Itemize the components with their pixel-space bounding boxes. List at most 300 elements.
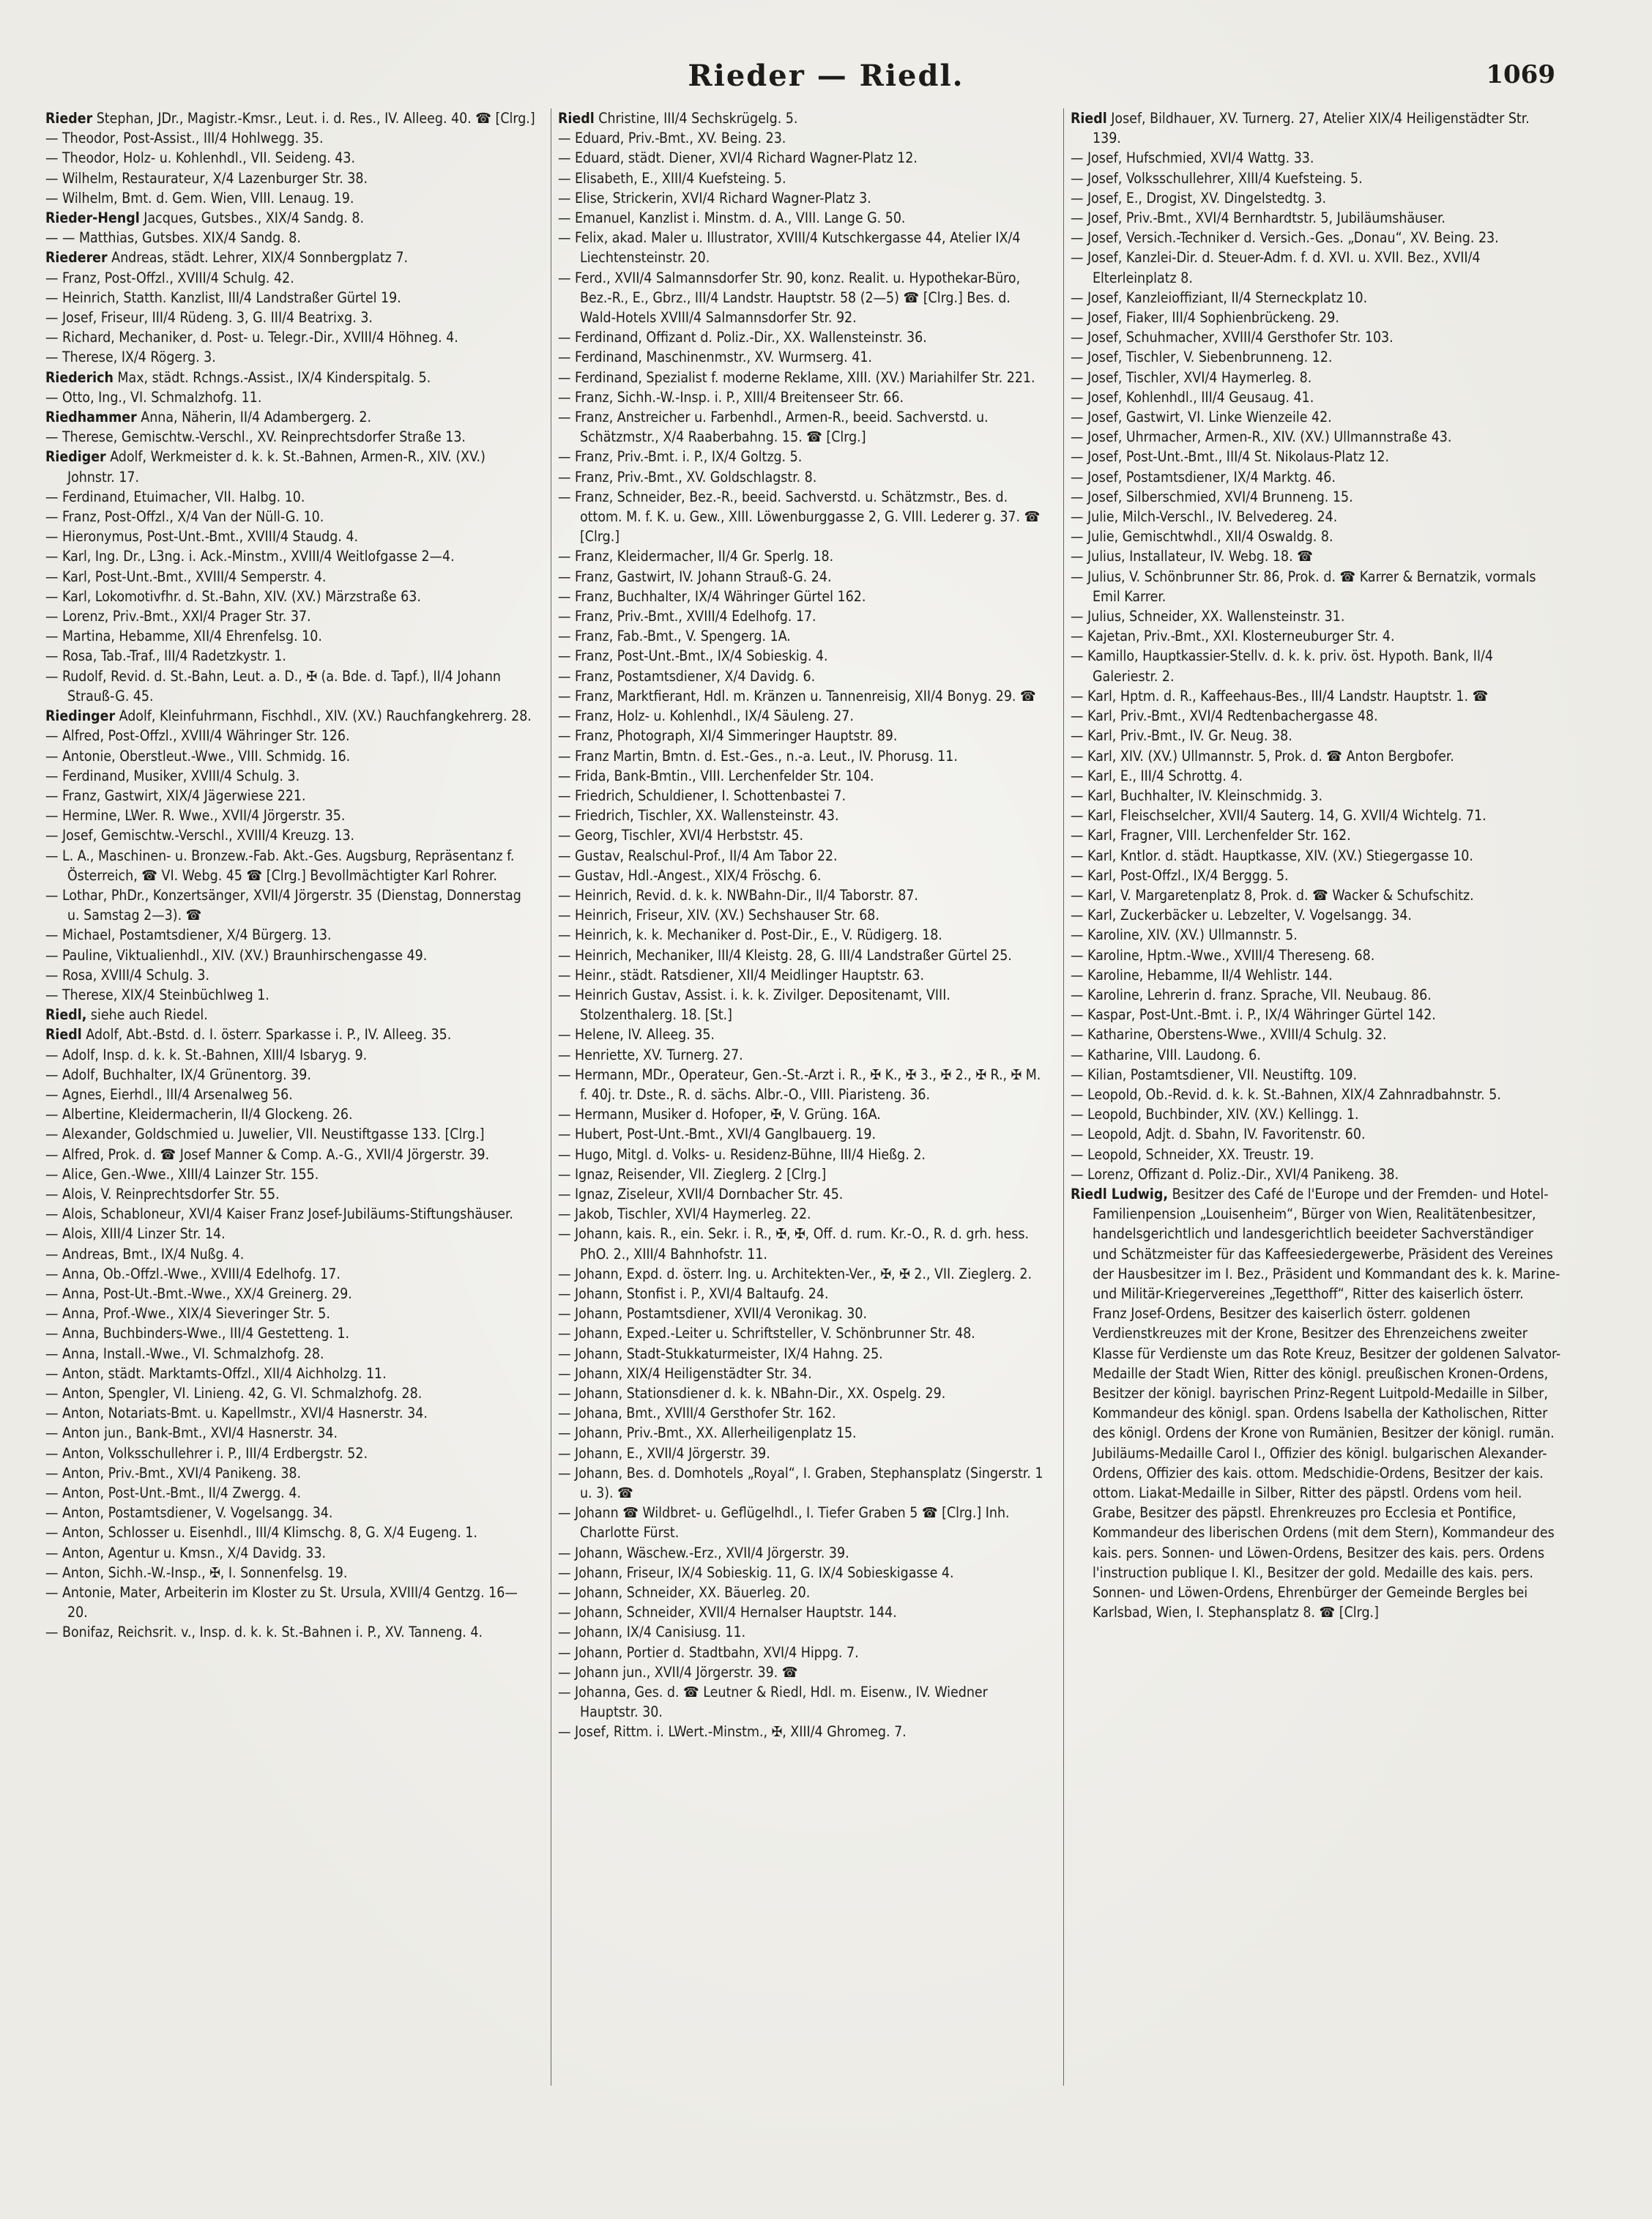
directory-entry <box>45 1104 536 1124</box>
directory-entry <box>45 1025 536 1044</box>
entry-text: Anton, Post-Unt.-Bmt., II/4 Zwergg. 4. <box>62 1484 302 1502</box>
directory-entry <box>558 985 1049 1025</box>
directory-entry <box>45 806 536 825</box>
entry-text: Gustav, Hdl.-Angest., XIX/4 Fröschg. 6. <box>575 866 822 884</box>
directory-entry <box>45 1583 536 1622</box>
entry-text: Josef, Priv.-Bmt., XVI/4 Bernhardtstr. 5, Jubiläumshäuser. <box>1087 209 1446 227</box>
entry-text: Albertine, Kleidermacherin, II/4 Glockeng. 26. <box>62 1106 353 1123</box>
entry-text: Johann, Stadt-Stukkaturmeister, IX/4 Hahng. 25. <box>575 1345 883 1362</box>
entry-text: Hieronymus, Post-Unt.-Bmt., XVIII/4 Staudg. 4. <box>62 528 359 546</box>
entry-text: Karl, Priv.-Bmt., XVI/4 Redtenbachergasse 48. <box>1087 707 1378 725</box>
surname-heading: Riedl <box>45 1026 82 1044</box>
directory-entry <box>558 606 1049 626</box>
directory-entry <box>45 567 536 587</box>
directory-entry <box>45 1164 536 1184</box>
directory-entry <box>1071 507 1561 527</box>
column-right <box>1071 108 1561 2086</box>
directory-entry <box>45 387 536 407</box>
entry-text: Heinrich Gustav, Assist. i. k. k. Zivilger. Depositenamt, VIII. Stolzenthalerg. 18. [St.] <box>575 986 950 1024</box>
entry-text: Bonifaz, Reichsrit. v., Insp. d. k. k. St.-Bahnen i. P., XV. Tanneng. 4. <box>62 1624 483 1641</box>
entry-text: Besitzer des Café de l'Europe und der Fremden- und Hotel-Familienpension „Louisenheim“, Bürger von Wien, Realitätenbesitzer, handelsgerichtlich und landesgerichtlich beeideter Sachverständiger und Schätzmeister für das Kaffeesiedergewerbe, Präsident des Vereines der Hausbesitzer im I. Bez., Präsident und Kommandant des k. k. Marine- und Militär-Kriegervereines „Tegetthoff“, Ritter des kaiserlich österr. Franz Josef-Ordens, Besitzer des kaiserlich österr. goldenen Verdienstkreuzes mit der Krone, Besitzer des Ehrenzeichens zweiter Klasse für Verdienste um das Rote Kreuz, Besitzer der goldenen Salvator-Medaille der Stadt Wien, Ritter des königl. preußischen Kronen-Ordens, Besitzer der königl. bayrischen Prinz-Regent Luitpold-Medaille in Silber, Kommandeur des königl. span. Ordens Isabella der Katholischen, Ritter des königl. Ordens der Krone von Rumänien, Besitzer der königl. rumän. Jubiläums-Medaille Carol I., Offizier des königl. bulgarischen Alexander-Ordens, Offizier des kais. ottom. Medschidie-Ordens, Besitzer der kais. ottom. Liakat-Medaille in Silber, Ritter des päpstl. Ordens vom heil. Grabe, Besitzer des päpstl. Ehrenkreuzes pro Ecclesia et Pontifice, Kommandeur des liberischen Ordens (mit dem Stern), Kommandeur des kais. pers. Sonnen- und Löwen-Ordens, Besitzer des kais. pers. Ordens l'instruction publique I. Kl., Besitzer der gold. Medaille des kais. pers. Sonnen- und Löwen-Ordens, Ehrenbürger der Gemeinde Bergles bei Karlsbad, Wien, I. Stephansplatz 8. ☎ [Clrg.] <box>1093 1185 1561 1621</box>
directory-entry <box>558 1025 1049 1044</box>
directory-entry <box>1071 546 1561 566</box>
entry-text: Anton, Notariats-Bmt. u. Kapellmstr., XVI/4 Hasnerstr. 34. <box>62 1405 428 1422</box>
directory-entry <box>1071 606 1561 626</box>
entry-text: Lorenz, Offizant d. Poliz.-Dir., XVI/4 Panikeng. 38. <box>1087 1165 1399 1183</box>
directory-entry <box>558 945 1049 965</box>
surname-heading: Riedl, <box>45 1006 87 1024</box>
entry-text: Franz, Priv.-Bmt., XV. Goldschlagstr. 8. <box>575 468 817 486</box>
directory-entry <box>558 1682 1049 1722</box>
entry-text: Therese, IX/4 Rögerg. 3. <box>62 349 216 366</box>
directory-entry <box>558 925 1049 945</box>
surname-heading: Rieder-Hengl <box>45 209 140 227</box>
directory-entry <box>1071 467 1561 487</box>
entry-text: Johann ☎ Wildbret- u. Geflügelhdl., I. Tiefer Graben 5 ☎ [Clrg.] Inh. Charlotte Fürst. <box>575 1504 1010 1542</box>
entry-text: Johana, Bmt., XVIII/4 Gersthofer Str. 162. <box>575 1405 836 1422</box>
entry-text: Heinr., städt. Ratsdiener, XII/4 Meidlinger Hauptstr. 63. <box>575 966 925 984</box>
entry-text: Franz, Photograph, XI/4 Simmeringer Hauptstr. 89. <box>575 727 898 745</box>
directory-entry <box>558 786 1049 806</box>
directory-entry <box>1071 1005 1561 1025</box>
directory-entry <box>558 1722 1049 1742</box>
entry-text: Alois, XIII/4 Linzer Str. 14. <box>62 1225 226 1243</box>
directory-entry <box>558 268 1049 328</box>
directory-entry <box>45 1124 536 1144</box>
directory-entry <box>1071 825 1561 845</box>
directory-entry <box>45 945 536 965</box>
directory-entry <box>1071 1164 1561 1184</box>
directory-entry <box>1071 846 1561 866</box>
directory-entry <box>1071 1104 1561 1124</box>
directory-entry <box>1071 866 1561 885</box>
entry-text: Hubert, Post-Unt.-Bmt., XVI/4 Ganglbauerg. 19. <box>575 1126 877 1143</box>
entry-text: Jakob, Tischler, XVI/4 Haymerleg. 22. <box>575 1205 811 1223</box>
entry-text: Johann, Schneider, XX. Bäuerleg. 20. <box>575 1584 811 1602</box>
directory-entry <box>1071 746 1561 766</box>
directory-entry <box>558 1383 1049 1403</box>
directory-entry <box>45 128 536 148</box>
directory-entry <box>45 1244 536 1264</box>
directory-entry <box>45 1184 536 1204</box>
page-header <box>0 59 1652 103</box>
directory-entry <box>1071 885 1561 905</box>
directory-entry <box>558 1662 1049 1682</box>
directory-entry <box>1071 407 1561 427</box>
entry-text: — Matthias, Gutsbes. XIX/4 Sandg. 8. <box>62 229 301 247</box>
directory-entry <box>1071 248 1561 287</box>
entry-text: Johann, Postamtsdiener, XVII/4 Veronikag. 30. <box>575 1305 867 1323</box>
entry-text: Adolf, Buchhalter, IX/4 Grünentorg. 39. <box>62 1066 311 1083</box>
entry-text: Josef, E., Drogist, XV. Dingelstedtg. 3. <box>1087 189 1327 207</box>
entry-text: Karl, V. Margaretenplatz 8, Prok. d. ☎ Wacker & Schufschitz. <box>1087 886 1474 904</box>
directory-entry <box>558 626 1049 646</box>
directory-entry <box>45 248 536 267</box>
entry-text: Ferd., XVII/4 Salmannsdorfer Str. 90, konz. Realit. u. Hypothekar-Büro, Bez.-R., E., Gbrz., III/4 Landstr. Hauptstr. 58 (2—5) ☎ [Clrg.] Bes. d. Wald-Hotels XVIII/4 Salmannsdorfer Str. 92. <box>575 269 1021 327</box>
entry-text: Josef, Rittm. i. LWert.-Minstm., ✠, XIII/4 Ghromeg. 7. <box>575 1723 907 1741</box>
entry-text: Franz, Buchhalter, IX/4 Währinger Gürtel 162. <box>575 587 866 605</box>
directory-entry <box>558 1124 1049 1144</box>
entry-text: Franz, Post-Unt.-Bmt., IX/4 Sobieskig. 4. <box>575 647 828 665</box>
entry-text: Alfred, Prok. d. ☎ Josef Manner & Comp. A.-G., XVII/4 Jörgerstr. 39. <box>62 1145 490 1163</box>
entry-text: Franz, Marktfierant, Hdl. m. Kränzen u. Tannenreisig, XII/4 Bonyg. 29. ☎ <box>575 687 1036 705</box>
directory-entry <box>45 546 536 566</box>
directory-entry <box>558 706 1049 726</box>
directory-entry <box>558 347 1049 367</box>
entry-text: Adolf, Insp. d. k. k. St.-Bahnen, XIII/4 Isbaryg. 9. <box>62 1046 368 1063</box>
entry-text: Julie, Gemischtwhdl., XII/4 Oswaldg. 8. <box>1087 528 1333 546</box>
entry-text: Theodor, Post-Assist., III/4 Hohlwegg. 35. <box>62 130 324 147</box>
entry-text: Ferdinand, Maschinenmstr., XV. Wurmserg. 41. <box>575 349 872 366</box>
entry-text: Wilhelm, Restaurateur, X/4 Lazenburger Str. 38. <box>62 169 368 187</box>
entry-text: Josef, Volksschullehrer, XIII/4 Kuefsteing. 5. <box>1087 169 1363 187</box>
directory-entry <box>558 1543 1049 1563</box>
entry-text: Karl, Ing. Dr., L3ng. i. Ack.-Minstm., XVIII/4 Weitlofgasse 2—4. <box>62 548 455 565</box>
directory-entry <box>1071 188 1561 208</box>
directory-entry <box>45 1204 536 1224</box>
directory-entry <box>45 327 536 347</box>
directory-entry <box>45 646 536 666</box>
entry-text: Julius, Schneider, XX. Wallensteinstr. 31. <box>1087 608 1345 625</box>
directory-entry <box>558 128 1049 148</box>
entry-text: Anna, Ob.-Offzl.-Wwe., XVIII/4 Edelhofg. 17. <box>62 1265 341 1282</box>
entry-text: Johann, Stationsdiener d. k. k. NBahn-Dir., XX. Ospelg. 29. <box>575 1385 946 1402</box>
directory-entry <box>558 1323 1049 1343</box>
entry-text: Josef, Schuhmacher, XVIII/4 Gersthofer Str. 103. <box>1087 329 1394 346</box>
directory-entry <box>558 885 1049 905</box>
directory-entry <box>1071 567 1561 606</box>
entry-text: Karl, XIV. (XV.) Ullmannstr. 5, Prok. d. ☎ Anton Bergbofer. <box>1087 747 1454 765</box>
entry-text: Heinrich, Revid. d. k. k. NWBahn-Dir., II/4 Taborstr. 87. <box>575 886 918 904</box>
directory-entry <box>1071 706 1561 726</box>
entry-text: Gustav, Realschul-Prof., II/4 Am Tabor 22. <box>575 847 838 864</box>
entry-text: Rosa, XVIII/4 Schulg. 3. <box>62 966 210 984</box>
directory-entry <box>1071 1085 1561 1104</box>
entry-text: Helene, IV. Alleeg. 35. <box>575 1026 715 1044</box>
entry-text: Josef, Post-Unt.-Bmt., III/4 St. Nikolaus-Platz 12. <box>1087 448 1390 466</box>
entry-text: Josef, Fiaker, III/4 Sophienbrückeng. 29. <box>1087 309 1339 327</box>
directory-entry <box>45 507 536 527</box>
entry-text: Josef, Postamtsdiener, IX/4 Marktg. 46. <box>1087 468 1336 486</box>
entry-text: Ferdinand, Spezialist f. moderne Reklame, XIII. (XV.) Mariahilfer Str. 221. <box>575 368 1035 386</box>
directory-entry <box>558 1104 1049 1124</box>
directory-entry <box>1071 228 1561 248</box>
directory-entry <box>1071 148 1561 168</box>
directory-entry <box>558 666 1049 686</box>
column-left <box>45 108 536 2086</box>
directory-entry <box>1071 985 1561 1005</box>
directory-entry <box>1071 925 1561 945</box>
entry-text: Johann, XIX/4 Heiligenstädter Str. 34. <box>575 1364 812 1382</box>
entry-text: Pauline, Viktualienhdl., XIV. (XV.) Braunhirschengasse 49. <box>62 946 428 964</box>
entry-text: Lothar, PhDr., Konzertsänger, XVII/4 Jörgerstr. 35 (Dienstag, Donnerstag u. Samstag 2—3). ☎ <box>62 886 521 924</box>
directory-entry <box>45 766 536 786</box>
directory-entry <box>45 1085 536 1104</box>
directory-entry <box>45 1543 536 1563</box>
directory-entry <box>45 447 536 486</box>
directory-entry <box>558 846 1049 866</box>
directory-entry <box>558 407 1049 447</box>
entry-text: Karl, Buchhalter, IV. Kleinschmidg. 3. <box>1087 787 1322 804</box>
entry-text: Emanuel, Kanzlist i. Minstm. d. A., VIII. Lange G. 50. <box>575 209 906 227</box>
directory-entry <box>45 1383 536 1403</box>
entry-text: Anna, Buchbinders-Wwe., III/4 Gestetteng. 1. <box>62 1325 350 1342</box>
directory-entry <box>1071 646 1561 685</box>
entry-text: Leopold, Ob.-Revid. d. k. k. St.-Bahnen, XIX/4 Zahnradbahnstr. 5. <box>1087 1085 1501 1103</box>
directory-entry <box>558 1145 1049 1164</box>
directory-entry <box>45 965 536 985</box>
entry-text: Franz, Kleidermacher, II/4 Gr. Sperlg. 18. <box>575 548 834 565</box>
directory-entry <box>558 1423 1049 1443</box>
entry-text: Josef, Bildhauer, XV. Turnerg. 27, Atelier XIX/4 Heiligenstädter Str. 139. <box>1093 110 1530 147</box>
entry-text: Alfred, Post-Offzl., XVIII/4 Währinger Str. 126. <box>62 727 350 745</box>
directory-entry <box>1071 1065 1561 1085</box>
entry-text: Lorenz, Priv.-Bmt., XXI/4 Prager Str. 37. <box>62 608 311 625</box>
directory-entry <box>558 1583 1049 1602</box>
directory-entry <box>45 1463 536 1483</box>
entry-text: Anton, Agentur u. Kmsn., X/4 Davidg. 33. <box>62 1544 327 1561</box>
directory-entry <box>45 148 536 168</box>
directory-entry <box>558 168 1049 188</box>
directory-entry <box>45 268 536 288</box>
entry-text: Eduard, städt. Diener, XVI/4 Richard Wagner-Platz 12. <box>575 149 918 167</box>
directory-entry <box>558 1184 1049 1204</box>
entry-text: Franz, Holz- u. Kohlenhdl., IX/4 Säuleng. 27. <box>575 707 854 725</box>
directory-entry <box>45 487 536 507</box>
entry-text: Leopold, Adjt. d. Sbahn, IV. Favoritenstr. 60. <box>1087 1126 1366 1143</box>
entry-text: Karl, Lokomotivfhr. d. St.-Bahn, XIV. (XV.) Märzstraße 63. <box>62 587 421 605</box>
entry-text: Felix, akad. Maler u. Illustrator, XVIII/4 Kutschkergasse 44, Atelier IX/4 Liechtensteinstr. 20. <box>575 229 1021 267</box>
directory-entry <box>558 1622 1049 1642</box>
entry-text: Friedrich, Tischler, XX. Wallensteinstr. 43. <box>575 807 839 825</box>
entry-text: Jacques, Gutsbes., XIX/4 Sandg. 8. <box>144 209 365 227</box>
entry-text: L. A., Maschinen- u. Bronzew.-Fab. Akt.-Ges. Augsburg, Repräsentanz f. Österreich, ☎ VI. Webg. 45 ☎ [Clrg.] Bevollmächtigter Karl Rohrer. <box>62 847 515 884</box>
directory-entry <box>558 188 1049 208</box>
entry-text: Johann, E., XVII/4 Jörgerstr. 39. <box>575 1444 770 1462</box>
entry-text: Anna, Näherin, II/4 Adambergerg. 2. <box>141 409 371 426</box>
surname-heading: Riederich <box>45 368 114 386</box>
surname-heading: Riediger <box>45 448 106 466</box>
directory-entry <box>558 825 1049 845</box>
entry-text: Julius, V. Schönbrunner Str. 86, Prok. d. ☎ Karrer & Bernatzik, vormals Emil Karrer. <box>1087 568 1536 605</box>
entry-text: Katharine, Oberstens-Wwe., XVIII/4 Schulg. 32. <box>1087 1026 1387 1044</box>
entry-text: Julie, Milch-Verschl., IV. Belvedereg. 24. <box>1087 508 1338 526</box>
directory-entry <box>1071 427 1561 447</box>
surname-heading: Riedl Ludwig, <box>1071 1185 1169 1203</box>
directory-entry <box>45 666 536 706</box>
entry-text: Karl, E., III/4 Schrottg. 4. <box>1087 767 1243 784</box>
entry-text: Josef, Tischler, V. Siebenbrunneng. 12. <box>1087 349 1333 366</box>
running-title: Rieder — Riedl. <box>688 59 964 93</box>
entry-text: Heinrich, Mechaniker, III/4 Kleistg. 28, G. III/4 Landstraßer Gürtel 25. <box>575 946 1012 964</box>
entry-text: Adolf, Abt.-Bstd. d. I. österr. Sparkasse i. P., IV. Alleeg. 35. <box>86 1026 452 1044</box>
directory-entry <box>45 1523 536 1542</box>
directory-entry <box>1071 387 1561 407</box>
directory-entry <box>45 825 536 845</box>
entry-text: Hugo, Mitgl. d. Volks- u. Residenz-Bühne, III/4 Hießg. 2. <box>575 1145 926 1163</box>
directory-entry <box>45 606 536 626</box>
directory-entry <box>45 706 536 726</box>
entry-text: Ignaz, Reisender, VII. Zieglerg. 2 [Clrg.] <box>575 1165 827 1183</box>
directory-entry <box>558 866 1049 885</box>
directory-entry <box>558 1443 1049 1463</box>
directory-entry <box>558 108 1049 128</box>
directory-entry <box>45 746 536 766</box>
directory-entry <box>558 1284 1049 1304</box>
entry-text: Franz, Priv.-Bmt. i. P., IX/4 Goltzg. 5. <box>575 448 803 466</box>
entry-text: Johann, Expd. d. österr. Ing. u. Architekten-Ver., ✠, ✠ 2., VII. Zieglerg. 2. <box>575 1265 1032 1282</box>
entry-text: Josef, Versich.-Techniker d. Versich.-Ges. „Donau“, XV. Being. 23. <box>1087 229 1499 247</box>
entry-text: Heinrich, Friseur, XIV. (XV.) Sechshauser Str. 68. <box>575 907 879 924</box>
surname-heading: Rieder <box>45 110 93 127</box>
surname-heading: Riedl <box>1071 110 1107 127</box>
directory-entry <box>558 587 1049 606</box>
entry-text: Agnes, Eierhdl., III/4 Arsenalweg 56. <box>62 1085 293 1103</box>
entry-text: Antonie, Mater, Arbeiterin im Kloster zu St. Ursula, XVIII/4 Gentzg. 16—20. <box>62 1584 518 1621</box>
directory-entry <box>558 1643 1049 1662</box>
directory-entry <box>45 1284 536 1304</box>
directory-entry <box>1071 1184 1561 1622</box>
directory-entry <box>1071 168 1561 188</box>
directory-entry <box>1071 1145 1561 1164</box>
entry-text: Franz, Gastwirt, XIX/4 Jägerwiese 221. <box>62 787 306 804</box>
entry-text: Elise, Strickerin, XVI/4 Richard Wagner-Platz 3. <box>575 189 871 207</box>
directory-entry <box>45 1264 536 1284</box>
directory-entry <box>558 467 1049 487</box>
directory-entry <box>558 1563 1049 1583</box>
directory-entry <box>1071 208 1561 228</box>
directory-entry <box>45 1423 536 1443</box>
entry-text: Johann jun., XVII/4 Jörgerstr. 39. ☎ <box>575 1663 798 1681</box>
directory-entry <box>558 1065 1049 1104</box>
directory-entry <box>45 527 536 546</box>
directory-entry <box>558 1364 1049 1383</box>
entry-text: Johann, Bes. d. Domhotels „Royal“, I. Graben, Stephansplatz (Singerstr. 1 u. 3). ☎ <box>575 1464 1043 1502</box>
directory-entry <box>45 108 536 128</box>
directory-entry <box>1071 626 1561 646</box>
directory-entry <box>1071 447 1561 467</box>
entry-text: Josef, Gemischtw.-Verschl., XVIII/4 Kreuzg. 13. <box>62 827 355 844</box>
directory-entry <box>45 1622 536 1642</box>
entry-text: Karoline, Hebamme, II/4 Wehlistr. 144. <box>1087 966 1333 984</box>
entry-text: Josef, Uhrmacher, Armen-R., XIV. (XV.) Ullmannstraße 43. <box>1087 428 1452 446</box>
directory-entry <box>558 228 1049 267</box>
directory-entry <box>1071 347 1561 367</box>
directory-entry <box>558 1045 1049 1065</box>
entry-text: Otto, Ing., VI. Schmalzhofg. 11. <box>62 388 262 406</box>
entry-text: Rudolf, Revid. d. St.-Bahn, Leut. a. D., ✠ (a. Bde. d. Tapf.), II/4 Johann Strauß-G. 45. <box>62 667 501 705</box>
entry-text: Josef, Gastwirt, VI. Linke Wienzeile 42. <box>1087 409 1332 426</box>
directory-entry <box>558 1304 1049 1323</box>
entry-text: Karoline, XIV. (XV.) Ullmannstr. 5. <box>1087 926 1298 944</box>
entry-text: Josef, Hufschmied, XVI/4 Wattg. 33. <box>1087 149 1314 167</box>
directory-entry <box>558 1224 1049 1263</box>
entry-text: Kamillo, Hauptkassier-Stellv. d. k. k. priv. öst. Hypoth. Bank, II/4 Galeriestr. 2. <box>1087 647 1494 685</box>
directory-entry <box>45 1503 536 1523</box>
entry-text: Anton jun., Bank-Bmt., XVI/4 Hasnerstr. 34. <box>62 1424 338 1442</box>
directory-entry <box>45 208 536 228</box>
directory-entry <box>558 1264 1049 1284</box>
directory-entry <box>1071 308 1561 327</box>
entry-text: Alois, V. Reinprechtsdorfer Str. 55. <box>62 1185 280 1203</box>
entry-text: Franz, Postamtsdiener, X/4 Davidg. 6. <box>575 667 816 685</box>
entry-text: Julius, Installateur, IV. Webg. 18. ☎ <box>1087 548 1313 565</box>
directory-entry <box>558 686 1049 706</box>
entry-text: Henriette, XV. Turnerg. 27. <box>575 1046 743 1063</box>
directory-entry <box>558 1602 1049 1622</box>
directory-entry <box>45 985 536 1005</box>
entry-text: Ignaz, Ziseleur, XVII/4 Dornbacher Str. 45. <box>575 1185 844 1203</box>
entry-text: Elisabeth, E., XIII/4 Kuefsteing. 5. <box>575 169 786 187</box>
entry-text: Therese, XIX/4 Steinbüchlweg 1. <box>62 986 269 1003</box>
directory-entry <box>558 368 1049 387</box>
entry-text: Johann, Priv.-Bmt., XX. Allerheiligenplatz 15. <box>575 1424 857 1442</box>
directory-entry <box>1071 945 1561 965</box>
directory-entry <box>1071 726 1561 746</box>
entry-text: Heinrich, Statth. Kanzlist, III/4 Landstraßer Gürtel 19. <box>62 289 401 306</box>
entry-text: Franz, Gastwirt, IV. Johann Strauß-G. 24. <box>575 568 832 585</box>
entry-text: Johann, IX/4 Canisiusg. 11. <box>575 1624 746 1641</box>
surname-heading: Riederer <box>45 249 108 267</box>
surname-heading: Riedhammer <box>45 409 137 426</box>
entry-text: Adolf, Kleinfuhrmann, Fischhdl., XIV. (XV.) Rauchfangkehrerg. 28. <box>119 707 532 725</box>
entry-text: Karl, Fragner, VIII. Lerchenfelder Str. 162. <box>1087 827 1351 844</box>
entry-text: Franz, Post-Offzl., X/4 Van der Nüll-G. 10. <box>62 508 324 526</box>
entry-text: Franz, Sichh.-W.-Insp. i. P., XIII/4 Breitenseer Str. 66. <box>575 388 904 406</box>
directory-entry <box>558 646 1049 666</box>
directory-entry <box>45 1145 536 1164</box>
directory-entry <box>45 368 536 387</box>
entry-text: Georg, Tischler, XVI/4 Herbststr. 45. <box>575 827 804 844</box>
entry-text: Leopold, Buchbinder, XIV. (XV.) Kellingg. 1. <box>1087 1106 1359 1123</box>
entry-text: Karoline, Lehrerin d. franz. Sprache, VII. Neubaug. 86. <box>1087 986 1432 1003</box>
directory-entry <box>558 208 1049 228</box>
directory-entry <box>558 387 1049 407</box>
entry-text: Anton, Spengler, VI. Linieng. 42, G. VI. Schmalzhofg. 28. <box>62 1385 423 1402</box>
entry-text: Anna, Post-Ut.-Bmt.-Wwe., XX/4 Greinerg. 29. <box>62 1285 352 1302</box>
directory-entry <box>1071 766 1561 786</box>
directory-entry <box>45 188 536 208</box>
entry-text: Rosa, Tab.-Traf., III/4 Radetzkystr. 1. <box>62 647 286 665</box>
entry-text: Franz, Fab.-Bmt., V. Spengerg. 1A. <box>575 628 791 645</box>
directory-entry <box>1071 527 1561 546</box>
entry-text: Josef, Friseur, III/4 Rüdeng. 3, G. III/4 Beatrixg. 3. <box>62 309 373 327</box>
entry-text: Karoline, Hptm.-Wwe., XVIII/4 Thereseng. 68. <box>1087 946 1375 964</box>
entry-text: Anton, Priv.-Bmt., XVI/4 Panikeng. 38. <box>62 1464 302 1482</box>
entry-text: Richard, Mechaniker, d. Post- u. Telegr.-Dir., XVIII/4 Höhneg. 4. <box>62 329 458 346</box>
directory-entry <box>45 168 536 188</box>
entry-text: Karl, Post-Offzl., IX/4 Berggg. 5. <box>1087 866 1289 884</box>
entry-text: Alice, Gen.-Wwe., XIII/4 Lainzer Str. 155. <box>62 1165 319 1183</box>
surname-heading: Riedinger <box>45 707 116 725</box>
entry-text: Andreas, Bmt., IX/4 Nußg. 4. <box>62 1245 245 1263</box>
directory-columns <box>45 108 1561 2086</box>
directory-entry <box>558 546 1049 566</box>
directory-entry <box>1071 1025 1561 1044</box>
directory-entry <box>1071 965 1561 985</box>
entry-text: Theodor, Holz- u. Kohlenhdl., VII. Seideng. 43. <box>62 149 356 167</box>
directory-entry <box>45 1224 536 1244</box>
entry-text: Franz, Schneider, Bez.-R., beeid. Sachverstd. u. Schätzmstr., Bes. d. ottom. M. f. K. u. Gew., XIII. Löwenburggasse 2, G. VIII. Lederer g. 37. ☎ [Clrg.] <box>575 488 1041 546</box>
directory-entry <box>558 1164 1049 1184</box>
entry-text: Josef, Silberschmied, XVI/4 Brunneng. 15. <box>1087 488 1353 505</box>
directory-entry <box>558 746 1049 766</box>
entry-text: Johann, Friseur, IX/4 Sobieskig. 11, G. IX/4 Sobieskigasse 4. <box>575 1564 954 1581</box>
entry-text: Kaspar, Post-Unt.-Bmt. i. P., IX/4 Währinger Gürtel 142. <box>1087 1006 1436 1024</box>
entry-text: Josef, Tischler, XVI/4 Haymerleg. 8. <box>1087 368 1312 386</box>
entry-text: Alois, Schabloneur, XVI/4 Kaiser Franz Josef-Jubiläums-Stiftungshäuser. <box>62 1205 513 1223</box>
entry-text: Alexander, Goldschmied u. Juwelier, VII. Neustiftgasse 133. [Clrg.] <box>62 1126 485 1143</box>
